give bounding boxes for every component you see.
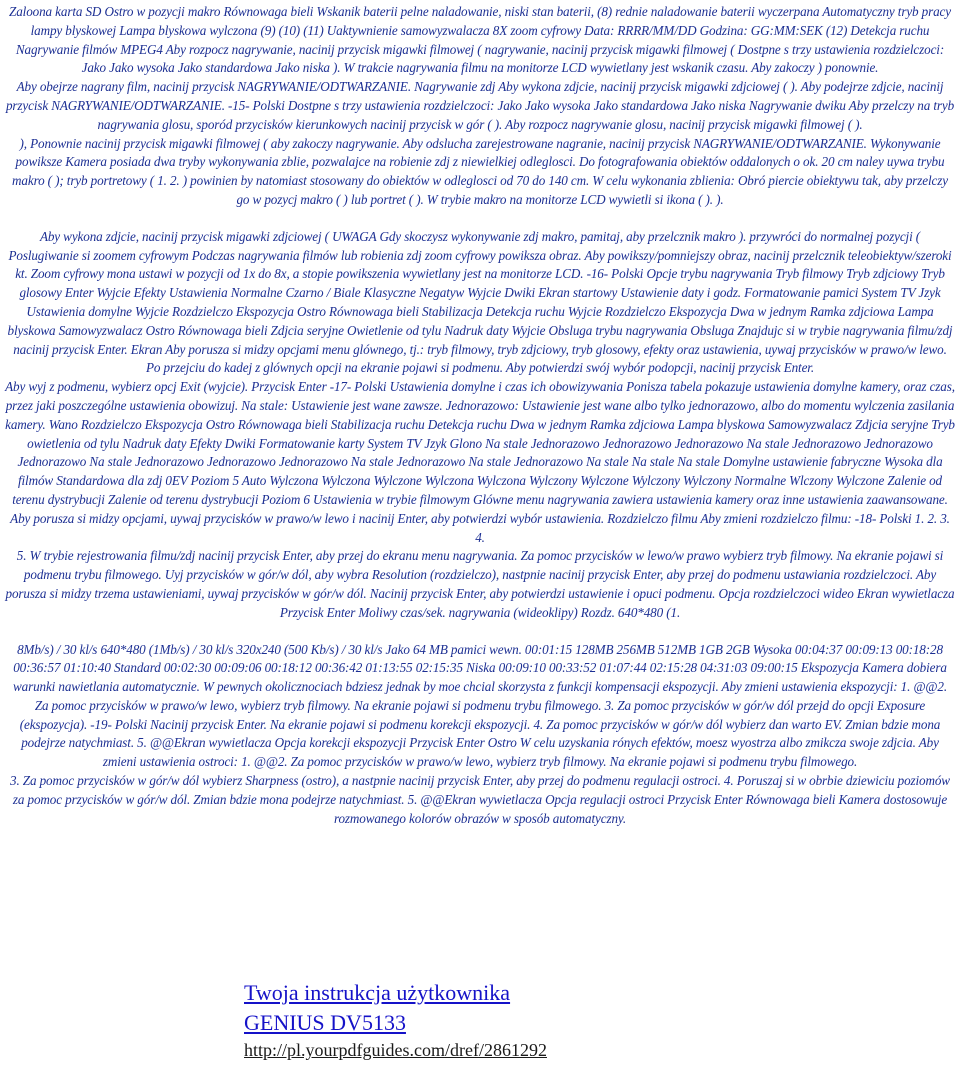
footer bbox=[244, 978, 547, 1062]
paragraph-gap bbox=[5, 210, 955, 228]
manual-text bbox=[5, 3, 955, 828]
paragraph-1: Zaloona karta SD Ostro w pozycji makro Równowaga bieli Wskanik baterii pelne naladowanie, niski stan baterii, (8) rednie naladowanie baterii wyczerpana Automatyczny tryb pracy lampy blyskowej Lampa blyskowa wylczona (9) (10) (11) Uaktywnienie samowyzwalacza 8X zoom cyfrowy Data: RRRR/MM/DD Godzina: GG:MM:SEK (12) Detekcja ruchu Nagrywanie filmów MPEG4 Aby rozpocz nagrywanie, nacinij przycisk migawki filmowej ( nagrywanie, nacinij przycisk migawki filmowej ( Dostpne s trzy ustawienia rozdzielczoci: Jako Jako wysoka Jako standardowa Jako niska ). W trakcie nagrywania filmu na monitorze LCD wywietlany jest wskanik czasu. Aby zakoczy ) ponownie. bbox=[9, 4, 951, 76]
model-link[interactable]: GENIUS DV5133 bbox=[244, 1010, 406, 1035]
manual-title-link[interactable]: Twoja instrukcja użytkownika bbox=[244, 980, 511, 1005]
paragraph-2: Aby obejrze nagrany film, nacinij przycisk NAGRYWANIE/ODTWARZANIE. Nagrywanie zdj Aby wykona zdjcie, nacinij przycisk migawki zdjciowej ( ). Aby podejrze zdjcie, nacinij przycisk NAGRYWANIE/ODTWARZANIE. -15- Polski Dostpne s trzy ustawienia rozdzielczoci: Jako Jako wysoka Jako standardowa Jako niska Nagrywanie dwiku Aby przelczy na tryb nagrywania glosu, sporód przycisków kierunkowych nacinij przycisk w gór ( ). Aby rozpocz nagrywanie glosu, nacinij przycisk migawki filmowej ( ). bbox=[5, 79, 955, 132]
paragraph-4: Aby wykona zdjcie, nacinij przycisk migawki zdjciowej ( UWAGA Gdy skoczysz wykonywanie zdj makro, pamitaj, aby przelcznik makro ). przywróci do normalnej pozycji ( Poslugiwanie si zoomem cyfrowym Podczas nagrywania filmów lub robienia zdj zoom cyfrowy powiksza obraz. Aby powikszy/pomniejszy obraz, nacinij przelcznik teleobiektyw/szeroki kt. Zoom cyfrowy mona ustawi w pozycji od 1x do 8x, a stopie powikszenia wywietlany jest na monitorze LCD. -16- Polski Opcje trybu nagrywania Tryb filmowy Tryb zdjciowy Tryb glosowy Enter Wyjcie Efekty Ustawienia Normalne Czarno / Biale Klasyczne Negatyw Wyjcie Dwiki Ekran startowy Ustawienie daty i godz. Formatowanie pamici System TV Jzyk Ustawienia domylne Wyjcie Rozdzielczo Ekspozycja Ostro Równowaga bieli Stabilizacja Detekcja ruchu Wyjcie Rozdzielczo Ekspozycja Dwa w jednym Ramka zdjciowa Lampa blyskowa Samowyzwalacz Ostro Równowaga bieli Zdjcia seryjne Owietlenie od tylu Nadruk daty Wyjcie Obsluga trybu nagrywania Obsluga Znajdujc si w trybie nagrywania filmu/zdj nacinij przycisk Enter. Ekran Aby porusza si midzy opcjami menu glównego, tj.: tryb filmowy, tryb zdjciowy, tryb glosowy, efekty oraz ustawienia, uywaj przycisków w prawo/w lewo. Po przejciu do kadej z glównych opcji na ekranie pojawi si podmenu. Aby potwierdzi swój wybór podopcji, nacinij przycisk Enter. bbox=[7, 228, 953, 376]
paragraph-6: Aby porusza si midzy opcjami, uywaj przycisków w prawo/w lewo i nacinij Enter, aby potwierdzi wybór ustawienia. Rozdzielczo filmu Aby zmieni rozdzielczo filmu: -18- Polski 1. 2. 3. 4. bbox=[10, 510, 950, 545]
source-url-link[interactable]: http://pl.yourpdfguides.com/dref/2861292 bbox=[244, 1040, 547, 1060]
paragraph-3: ), Ponownie nacinij przycisk migawki filmowej ( aby zakoczy nagrywanie. Aby odslucha zarejestrowane nagranie, nacinij przycisk NAGRYWANIE/ODTWARZANIE. Wykonywanie powiksze Kamera posiada dwa tryby wykonywania zblie, pozwalajce na robienie zdj z niewielkiej odleglosci. Do fotografowania obiektów oddalonych o ok. 20 cm naley uywa trybu makro ( ); tryb portretowy ( 1. 2. ) powinien by natomiast stosowany do obiektów w odleglosci od 70 do 140 cm. W celu wykonania zblienia: Obró piercie obiektywu tak, aby przelczy go w pozycj makro ( ) lub portret ( ). W trybie makro na monitorze LCD wywietli si ikona ( ). ). bbox=[12, 135, 948, 207]
paragraph-7: 5. W trybie rejestrowania filmu/zdj nacinij przycisk Enter, aby przej do ekranu menu nagrywania. Za pomoc przycisków w lewo/w prawo wybierz tryb filmowy. Na ekranie pojawi si podmenu trybu filmowego. Uyj przycisków w gór/w dól, aby wybra Resolution (rozdzielczo), nastpnie nacinij przycisk Enter, aby przej do podmenu ustawiania rozdzielczoci. Aby porusza si midzy trzema ustawieniami, uywaj przycisków w gór/w dól. Nacinij przycisk Enter, aby potwierdzi ustawienie i opuci podmenu. Opcja rozdzielczoci wideo Ekran wywietlacza Przycisk Enter Moliwy czas/sek. nagrywania (wideoklipy) Rozdz. 640*480 (1. bbox=[5, 548, 955, 620]
paragraph-9: 3. Za pomoc przycisków w gór/w dól wybierz Sharpness (ostro), a nastpnie nacinij przycisk Enter, aby przej do podmenu regulacji ostroci. 4. Poruszaj si w obrbie dziewiciu poziomów za pomoc przycisków w gór/w dól. Zmian bdzie mona podejrze natychmiast. 5. @@Ekran wywietlacza Opcja regulacji ostroci Przycisk Enter Równowaga bieli Kamera dostosowuje rozmowanego kolorów obrazów w sposób automatyczny. bbox=[10, 773, 950, 826]
paragraph-gap bbox=[5, 623, 955, 641]
paragraph-5: Aby wyj z podmenu, wybierz opcj Exit (wyjcie). Przycisk Enter -17- Polski Ustawienia domylne i czas ich obowizywania Ponisza tabela pokazuje ustawienia domylne kamery, oraz czas, przez jaki poszczególne ustawienia obowizuj. Na stale: Ustawienie jest wane zawsze. Jednorazowo: Ustawienie jest wane albo tylko jednorazowo, albo do momentu wylczenia zasilania kamery. Wano Rozdzielczo Ekspozycja Ostro Równowaga bieli Stabilizacja ruchu Detekcja ruchu Dwa w jednym Ramka zdjciowa Lampa blyskowa Samowyzwalacz Zdjcia seryjne Tryb owietlenia od tylu Nadruk daty Efekty Dwiki Formatowanie karty System TV Jzyk Glono Na stale Jednorazowo Jednorazowo Jednorazowo Na stale Jednorazowo Jednorazowo Jednorazowo Na stale Jednorazowo Jednorazowo Jednorazowo Na stale Jednorazowo Na stale Jednorazowo Na stale Na stale Na stale Domylne ustawienie fabryczne Wysoka dla filmów Standardowa dla zdj 0EV Poziom 5 Auto Wylczona Wylczona Wylczone Wylczona Wylczona Wylczony Wylczone Wylczony Wylczony Normalne Wlczony Wylczone Zalenie od terenu dystrybucji Zalenie od terenu dystrybucji Poziom 6 Ustawienia w trybie filmowym Glówne menu nagrywania zawiera ustawienia kamery oraz inne ustawienia zaawansowane. bbox=[5, 379, 955, 507]
paragraph-8: 8Mb/s) / 30 kl/s 640*480 (1Mb/s) / 30 kl/s 320x240 (500 Kb/s) / 30 kl/s Jako 64 MB pamici wewn. 00:01:15 128MB 256MB 512MB 1GB 2GB Wysoka 00:04:37 00:09:13 00:18:28 00:36:57 01:10:40 Standard 00:02:30 00:09:06 00:18:12 00:36:42 01:13:55 02:15:35 Niska 00:09:10 00:33:52 01:07:44 02:15:28 04:31:03 09:00:15 Ekspozycja Kamera dobiera warunki nawietlania automatycznie. W pewnych okolicznociach bdziesz jednak by moe chcial skorzysta z funkcji kompensacji ekspozycji. Aby zmieni ustawienia ekspozycji: 1. @@2. Za pomoc przycisków w prawo/w lewo, wybierz tryb filmowy. Na ekranie pojawi si podmenu trybu filmowego. 3. Za pomoc przycisków w gór/w dól przejd do opcji Exposure (ekspozycja). -19- Polski Nacinij przycisk Enter. Na ekranie pojawi si podmenu korekcji ekspozycji. 4. Za pomoc przycisków w gór/w dól wybierz dan warto EV. Zmian bdzie mona podejrze natychmiast. 5. @@Ekran wywietlacza Opcja korekcji ekspozycji Przycisk Enter Ostro W celu uzyskania rónych efektów, moesz wyostrza albo zmikcza swoje zdjcia. Aby zmieni ustawienia ostroci: 1. @@2. Za pomoc przycisków w prawo/w lewo, wybierz tryb filmowy. Na ekranie pojawi si podmenu trybu filmowego. bbox=[12, 641, 948, 770]
